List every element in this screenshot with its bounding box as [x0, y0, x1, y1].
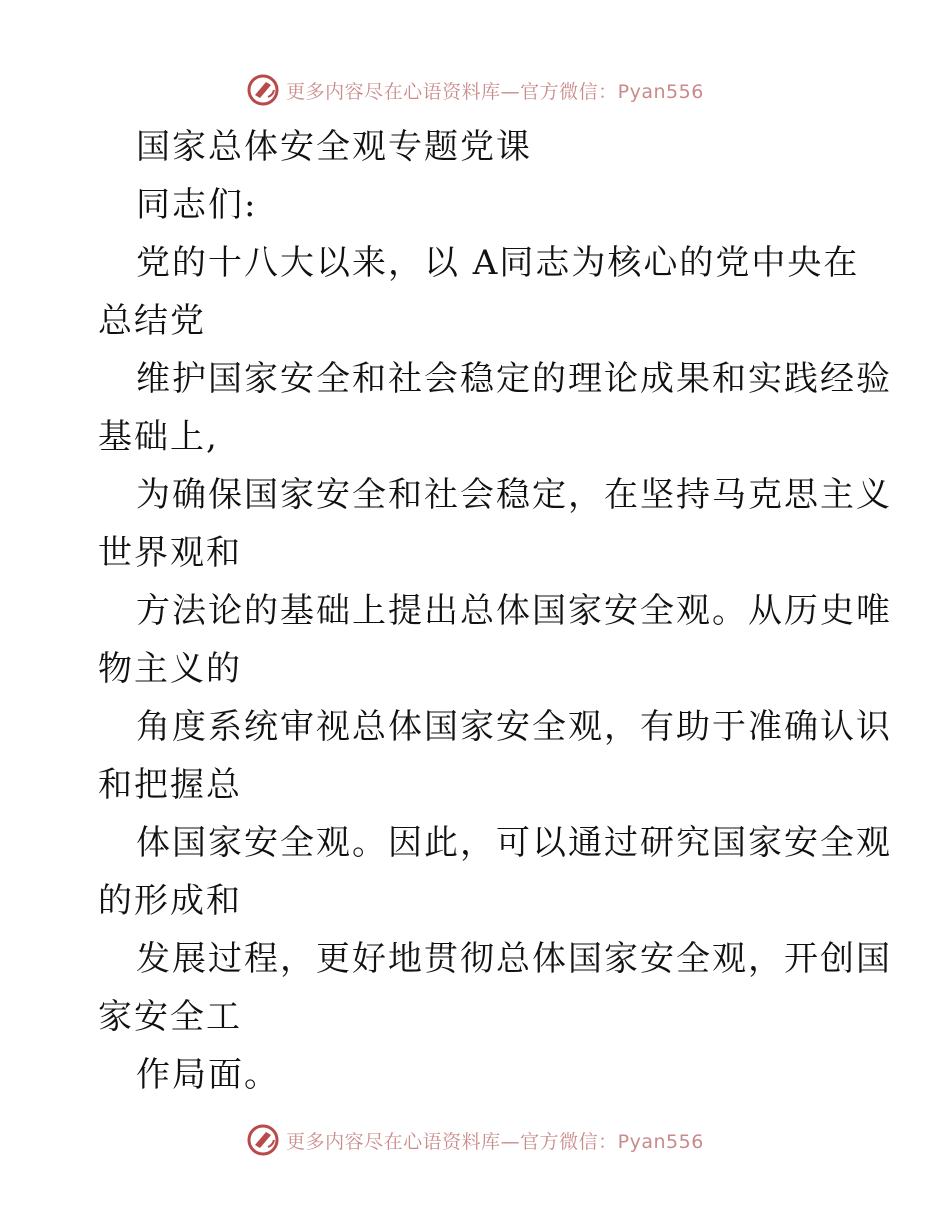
logo-icon: [246, 1123, 280, 1157]
watermark-text: 更多内容尽在心语资料库—官方微信：Pyan556: [286, 1130, 704, 1153]
paragraph-line: 党的十八大以来，以 A同志为核心的党中央在: [136, 243, 860, 283]
paragraph-line: 家安全工: [98, 997, 242, 1037]
document-body: [98, 118, 892, 1104]
paragraph-line: 基础上,: [98, 417, 219, 457]
salutation: 同志们:: [136, 185, 258, 225]
paragraph-line: 发展过程，更好地贯彻总体国家安全观，开创国: [136, 939, 892, 979]
paragraph-line: 体国家安全观。因此，可以通过研究国家安全观: [136, 823, 892, 863]
paragraph-line: 世界观和: [98, 533, 242, 573]
paragraph-line: 角度系统审视总体国家安全观，有助于准确认识: [136, 707, 892, 747]
logo-icon: [246, 73, 280, 107]
footer-watermark: [0, 1120, 950, 1160]
paragraph-line: 总结党: [98, 301, 206, 341]
paragraph-line: 作局面。: [136, 1055, 280, 1095]
paragraph-line: 维护国家安全和社会稳定的理论成果和实践经验: [136, 359, 892, 399]
header-watermark: [0, 70, 950, 110]
paragraph-line: 的形成和: [98, 881, 242, 921]
watermark-text: 更多内容尽在心语资料库—官方微信：Pyan556: [286, 80, 704, 103]
paragraph-line: 和把握总: [98, 765, 242, 805]
document-title: 国家总体安全观专题党课: [136, 127, 532, 167]
paragraph-line: 方法论的基础上提出总体国家安全观。从历史唯: [136, 591, 892, 631]
paragraph-line: 为确保国家安全和社会稳定，在坚持马克思主义: [136, 475, 892, 515]
paragraph-line: 物主义的: [98, 649, 242, 689]
